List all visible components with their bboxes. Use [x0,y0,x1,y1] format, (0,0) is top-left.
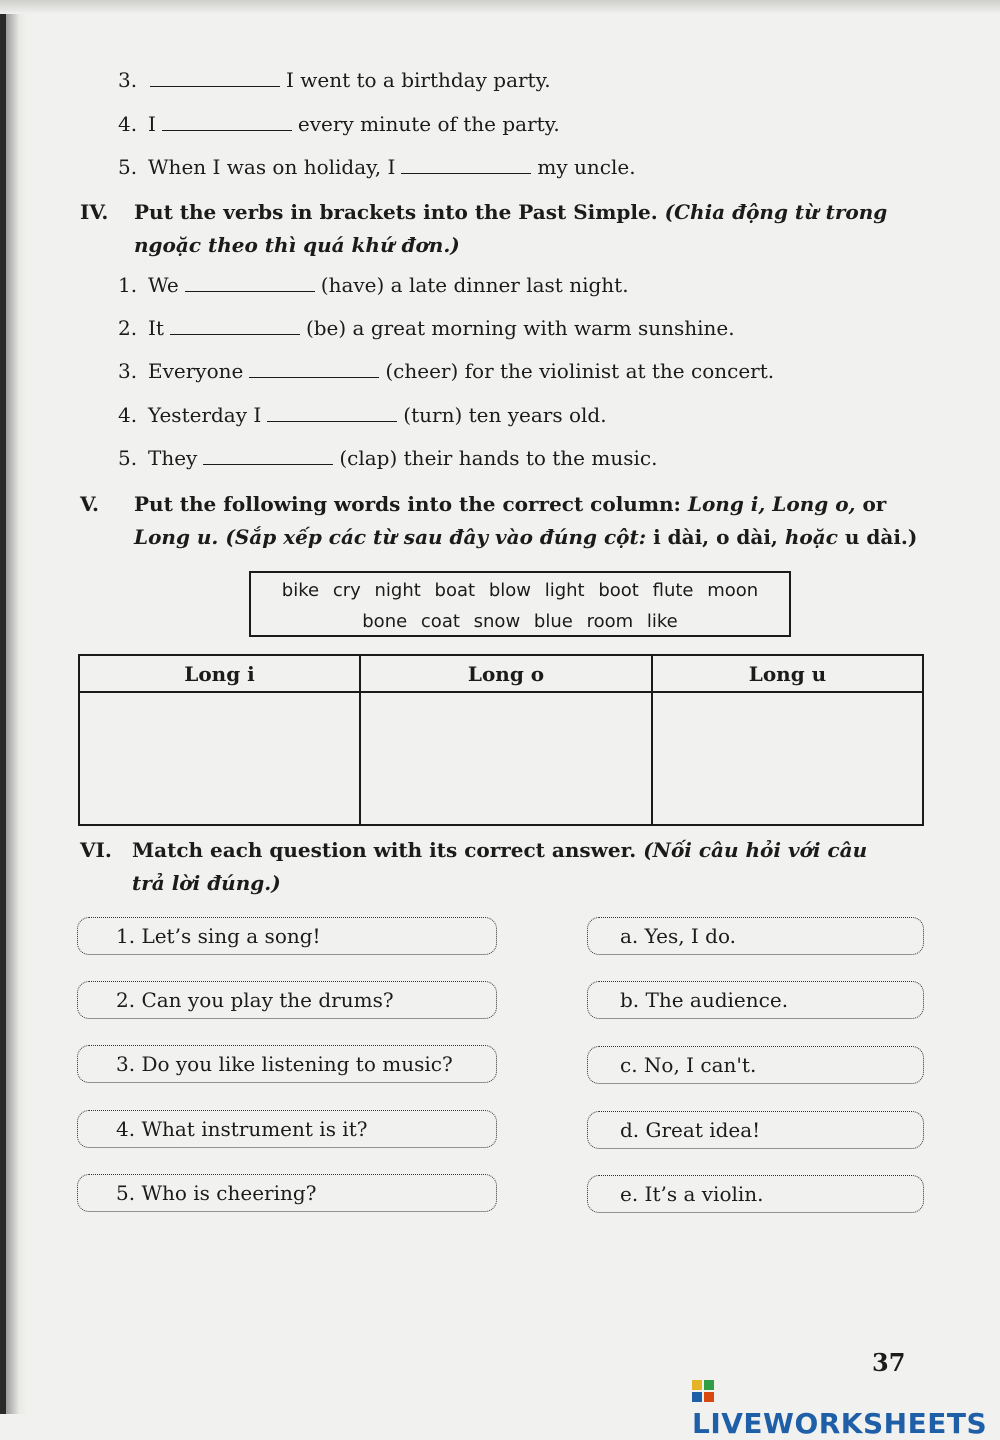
answer-blank[interactable] [185,277,315,292]
answer-blank[interactable] [150,72,280,87]
answer-blank[interactable] [162,116,292,131]
section-v-heading: V. Put the following words into the correct column: Long i, Long o, or Long u. (Sắp xếp các từ sau đây vào đúng cột: i dài, o dài, hoặc u dài.) [80,492,918,549]
word: like [646,611,678,632]
column-cell-long-u[interactable] [652,692,923,825]
answer-blank[interactable] [170,320,300,335]
section-iv-heading: IV. Put the verbs in brackets into the Past Simple. (Chia động từ trong ngoặc theo thì quá khứ đơn.) [80,200,888,257]
answer-card[interactable]: e. It’s a violin. [587,1175,924,1213]
word-bank-row-1 [251,580,789,601]
word: snow [473,611,521,632]
section-vi-heading: VI. Match each question with its correct answer. (Nối câu hỏi với câu trả lời đúng.) [80,838,868,895]
word: moon [707,580,759,601]
word: blue [533,611,573,632]
answer-blank[interactable] [401,159,531,174]
answer-blank[interactable] [267,407,397,422]
exercise-item: 3. I went to a birthday party. [118,68,551,92]
word: blow [488,580,531,601]
question-card[interactable]: 2. Can you play the drums? [77,981,497,1019]
column-header: Long o [360,655,652,692]
sorting-table [78,654,924,826]
word: bone [362,611,408,632]
question-card[interactable]: 4. What instrument is it? [77,1110,497,1148]
liveworksheets-logo: LIVEWORKSHEETS [692,1374,1000,1406]
page-number: 37 [872,1348,906,1377]
word: boat [434,580,476,601]
word: coat [420,611,460,632]
word-bank-row-2 [251,611,789,632]
answer-card[interactable]: b. The audience. [587,981,924,1019]
column-header: Long i [79,655,360,692]
word: bike [281,580,320,601]
word: night [374,580,421,601]
answer-card[interactable]: c. No, I can't. [587,1046,924,1084]
word: cry [332,580,361,601]
exercise-item: 3. Everyone (cheer) for the violinist at the concert. [118,359,775,383]
page-top-edge [0,0,1000,14]
exercise-item: 4. I every minute of the party. [118,112,560,136]
word-bank [249,571,791,637]
column-header: Long u [652,655,923,692]
answer-card[interactable]: a. Yes, I do. [587,917,924,955]
answer-card[interactable]: d. Great idea! [587,1111,924,1149]
question-card[interactable]: 1. Let’s sing a song! [77,917,497,955]
column-cell-long-o[interactable] [360,692,652,825]
liveworksheets-mark-icon [692,1380,714,1402]
exercise-item: 4. Yesterday I (turn) ten years old. [118,403,607,427]
column-cell-long-i[interactable] [79,692,360,825]
exercise-item: 2. It (be) a great morning with warm sunshine. [118,316,735,340]
word: room [586,611,634,632]
exercise-item: 5. They (clap) their hands to the music. [118,446,658,470]
question-card[interactable]: 3. Do you like listening to music? [77,1045,497,1083]
word: light [544,580,585,601]
exercise-item: 5. When I was on holiday, I my uncle. [118,155,636,179]
exercise-item: 1. We (have) a late dinner last night. [118,273,629,297]
word: boot [598,580,639,601]
word: flute [652,580,694,601]
answer-blank[interactable] [249,363,379,378]
answer-blank[interactable] [203,450,333,465]
question-card[interactable]: 5. Who is cheering? [77,1174,497,1212]
page-binding-shadow [6,0,28,1414]
